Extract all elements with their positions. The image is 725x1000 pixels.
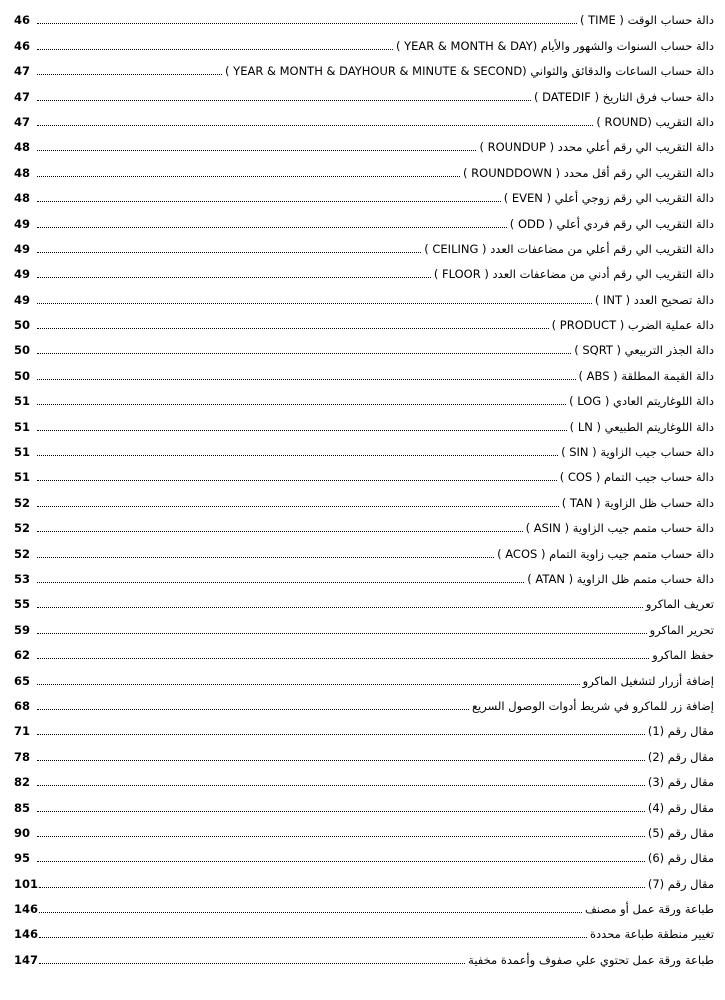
toc-entry-title: دالة حساب جيب الزاوية ( SIN ) <box>561 445 714 460</box>
toc-entry-page-number: 51 <box>14 419 31 434</box>
toc-entry-title: حفظ الماكرو <box>652 648 714 663</box>
toc-entry-title: دالة حساب ظل الزاوية ( TAN ) <box>561 495 714 510</box>
toc-entry-page-number: 49 <box>14 292 31 307</box>
toc-dot-leader <box>39 912 582 913</box>
toc-entry[interactable] <box>14 233 714 258</box>
toc-entry[interactable] <box>14 182 714 207</box>
toc-entry-title: مقال رقم (4) <box>647 800 714 815</box>
toc-dot-leader <box>37 734 645 735</box>
toc-entry-page-number: 49 <box>14 267 31 282</box>
toc-dot-leader <box>37 49 393 50</box>
toc-entry-title: دالة حساب متمم ظل الزاوية ( ATAN ) <box>527 571 714 586</box>
toc-entry-title: دالة حساب فرق التاريخ ( DATEDIF ) <box>533 89 714 104</box>
toc-entry[interactable] <box>14 588 714 613</box>
toc-entry[interactable] <box>14 817 714 842</box>
toc-dot-leader <box>39 887 645 888</box>
toc-entry-page-number: 46 <box>14 38 31 53</box>
toc-entry-page-number: 48 <box>14 165 31 180</box>
toc-dot-leader <box>39 937 587 938</box>
toc-entry[interactable] <box>14 639 714 664</box>
toc-entry-page-number: 46 <box>14 13 31 28</box>
toc-entry[interactable] <box>14 131 714 156</box>
toc-entry-title: مقال رقم (3) <box>647 775 714 790</box>
toc-entry-title: دالة حساب الساعات والدقائق والثواني (YEAR & MONTH & DAYHOUR & MINUTE & SECOND ) <box>225 64 714 79</box>
toc-dot-leader <box>37 633 647 634</box>
toc-entry[interactable] <box>14 156 714 181</box>
toc-dot-leader <box>37 861 645 862</box>
toc-entry[interactable] <box>14 867 714 892</box>
toc-entry-title: مقال رقم (2) <box>647 749 714 764</box>
toc-entry-page-number: 50 <box>14 368 31 383</box>
toc-entry-page-number: 101 <box>14 876 39 891</box>
toc-entry[interactable] <box>14 258 714 283</box>
toc-dot-leader <box>37 607 643 608</box>
toc-dot-leader <box>37 785 645 786</box>
toc-entry[interactable] <box>14 512 714 537</box>
toc-entry-page-number: 50 <box>14 343 31 358</box>
toc-entry[interactable] <box>14 410 714 435</box>
toc-entry-title: طباعة ورقة عمل أو مصنف <box>584 902 714 917</box>
toc-entry[interactable] <box>14 690 714 715</box>
toc-entry-page-number: 146 <box>14 902 39 917</box>
toc-dot-leader <box>37 811 645 812</box>
toc-entry-page-number: 146 <box>14 927 39 942</box>
toc-dot-leader <box>37 404 566 405</box>
toc-entry[interactable] <box>14 715 714 740</box>
toc-entry[interactable] <box>14 385 714 410</box>
toc-entry-title: تحرير الماكرو <box>649 622 714 637</box>
toc-entry[interactable] <box>14 55 714 80</box>
toc-entry[interactable] <box>14 207 714 232</box>
toc-entry-title: طباعة ورقة عمل تحتوي علي صفوف وأعمدة مخفية <box>468 952 714 967</box>
toc-entry-page-number: 49 <box>14 216 31 231</box>
toc-entry-page-number: 52 <box>14 546 31 561</box>
toc-entry[interactable] <box>14 563 714 588</box>
toc-entry-page-number: 52 <box>14 495 31 510</box>
toc-entry-title: دالة التقريب الي رقم أعلي محدد ( ROUNDUP ) <box>479 140 714 155</box>
toc-entry-page-number: 62 <box>14 648 31 663</box>
toc-entry-title: دالة التقريب الي رقم زوجي أعلي ( EVEN ) <box>503 191 714 206</box>
toc-entry[interactable] <box>14 791 714 816</box>
toc-entry[interactable] <box>14 943 714 968</box>
toc-entry-title: دالة القيمة المطلقة ( ABS ) <box>578 368 714 383</box>
toc-dot-leader <box>37 353 571 354</box>
toc-entry-title: دالة اللوغاريتم الطبيعي ( LN ) <box>569 419 714 434</box>
toc-entry-page-number: 82 <box>14 775 31 790</box>
toc-entry-page-number: 78 <box>14 749 31 764</box>
toc-dot-leader <box>37 176 460 177</box>
toc-dot-leader <box>37 201 501 202</box>
toc-dot-leader <box>37 658 649 659</box>
toc-dot-leader <box>37 379 576 380</box>
toc-entry-title: دالة عملية الضرب ( PRODUCT ) <box>551 318 714 333</box>
toc-entry-page-number: 52 <box>14 521 31 536</box>
toc-entry-title: دالة التقريب الي رقم فردي أعلي ( ODD ) <box>509 216 714 231</box>
toc-entry-title: تغيير منطقة طباعة محددة <box>590 927 714 942</box>
toc-entry-page-number: 47 <box>14 114 31 129</box>
toc-entry-page-number: 51 <box>14 394 31 409</box>
toc-dot-leader <box>37 836 645 837</box>
toc-entry-title: دالة حساب السنوات والشهور والأيام (YEAR & MONTH & DAY ) <box>395 38 714 53</box>
toc-entry-title: تعريف الماكرو <box>645 597 714 612</box>
toc-entry-page-number: 50 <box>14 318 31 333</box>
toc-dot-leader <box>37 455 558 456</box>
toc-entry[interactable] <box>14 283 714 308</box>
toc-entry-title: دالة حساب جيب التمام ( COS ) <box>559 470 714 485</box>
toc-dot-leader <box>37 506 559 507</box>
toc-dot-leader <box>37 684 580 685</box>
toc-entry-page-number: 147 <box>14 952 39 967</box>
toc-entry-title: دالة حساب متمم جيب الزاوية ( ASIN ) <box>525 521 714 536</box>
toc-entry-page-number: 49 <box>14 241 31 256</box>
toc-dot-leader <box>37 252 421 253</box>
toc-dot-leader <box>37 760 645 761</box>
toc-entry-title: مقال رقم (1) <box>647 724 714 739</box>
toc-entry-title: دالة الجذر التربيعي ( SQRT ) <box>574 343 714 358</box>
toc-entry-title: دالة اللوغاريتم العادي ( LOG ) <box>569 394 714 409</box>
toc-entry[interactable] <box>14 436 714 461</box>
toc-entry-title: دالة التقريب الي رقم أقل محدد ( ROUNDDOWN ) <box>463 165 714 180</box>
toc-entry-title: دالة التقريب الي رقم أدني من مضاعفات العدد ( FLOOR ) <box>433 267 714 282</box>
toc-entry[interactable] <box>14 359 714 384</box>
toc-entry-title: مقال رقم (7) <box>647 876 714 891</box>
toc-dot-leader <box>37 557 494 558</box>
toc-entry-page-number: 47 <box>14 89 31 104</box>
toc-entry-title: دالة حساب متمم جيب زاوية التمام ( ACOS ) <box>497 546 714 561</box>
toc-dot-leader <box>37 227 507 228</box>
toc-dot-leader <box>37 303 592 304</box>
toc-dot-leader <box>37 582 524 583</box>
toc-dot-leader <box>37 100 531 101</box>
toc-entry[interactable] <box>14 740 714 765</box>
toc-dot-leader <box>37 480 557 481</box>
toc-entry[interactable] <box>14 334 714 359</box>
toc-entry-page-number: 71 <box>14 724 31 739</box>
toc-entry-title: دالة تصحيح العدد ( INT ) <box>594 292 714 307</box>
toc-entry[interactable] <box>14 766 714 791</box>
toc-entry-title: دالة التقريب الي رقم أعلي من مضاعفات العدد ( CEILING ) <box>424 241 714 256</box>
toc-entry-page-number: 68 <box>14 698 31 713</box>
toc-dot-leader <box>37 23 577 24</box>
toc-entry[interactable] <box>14 106 714 131</box>
toc-entry[interactable] <box>14 893 714 918</box>
toc-entry-page-number: 48 <box>14 140 31 155</box>
toc-dot-leader <box>37 531 523 532</box>
toc-dot-leader <box>37 709 469 710</box>
toc-dot-leader <box>37 328 549 329</box>
toc-entry-page-number: 53 <box>14 571 31 586</box>
toc-entry[interactable] <box>14 842 714 867</box>
toc-entry-title: دالة التقريب (ROUND ) <box>596 114 714 129</box>
toc-entry-page-number: 51 <box>14 470 31 485</box>
toc-entry-page-number: 90 <box>14 825 31 840</box>
toc-dot-leader <box>39 963 465 964</box>
toc-entry-page-number: 51 <box>14 445 31 460</box>
toc-entry[interactable] <box>14 4 714 29</box>
toc-entry[interactable] <box>14 461 714 486</box>
toc-entry[interactable] <box>14 664 714 689</box>
toc-entry[interactable] <box>14 309 714 334</box>
toc-entry-title: مقال رقم (6) <box>647 851 714 866</box>
toc-entry-title: إضافة أزرار لتشغيل الماكرو <box>582 673 714 688</box>
toc-dot-leader <box>37 125 593 126</box>
toc-entry-page-number: 55 <box>14 597 31 612</box>
toc-dot-leader <box>37 150 476 151</box>
toc-dot-leader <box>37 430 567 431</box>
toc-entry-page-number: 65 <box>14 673 31 688</box>
toc-entry-page-number: 47 <box>14 64 31 79</box>
toc-entry[interactable] <box>14 613 714 638</box>
toc-entry-page-number: 95 <box>14 851 31 866</box>
toc-entry-page-number: 59 <box>14 622 31 637</box>
toc-entry-title: مقال رقم (5) <box>647 825 714 840</box>
toc-entry[interactable] <box>14 918 714 943</box>
toc-entry-title: دالة حساب الوقت ( TIME ) <box>580 13 714 28</box>
toc-entry-page-number: 48 <box>14 191 31 206</box>
toc-entry[interactable] <box>14 486 714 511</box>
toc-dot-leader <box>37 74 222 75</box>
toc-entry-title: إضافة زر للماكرو في شريط أدوات الوصول السريع <box>471 698 714 713</box>
toc-dot-leader <box>37 277 431 278</box>
toc-entry-page-number: 85 <box>14 800 31 815</box>
toc-entry[interactable] <box>14 537 714 562</box>
toc-entry[interactable] <box>14 29 714 54</box>
toc-entry[interactable] <box>14 80 714 105</box>
